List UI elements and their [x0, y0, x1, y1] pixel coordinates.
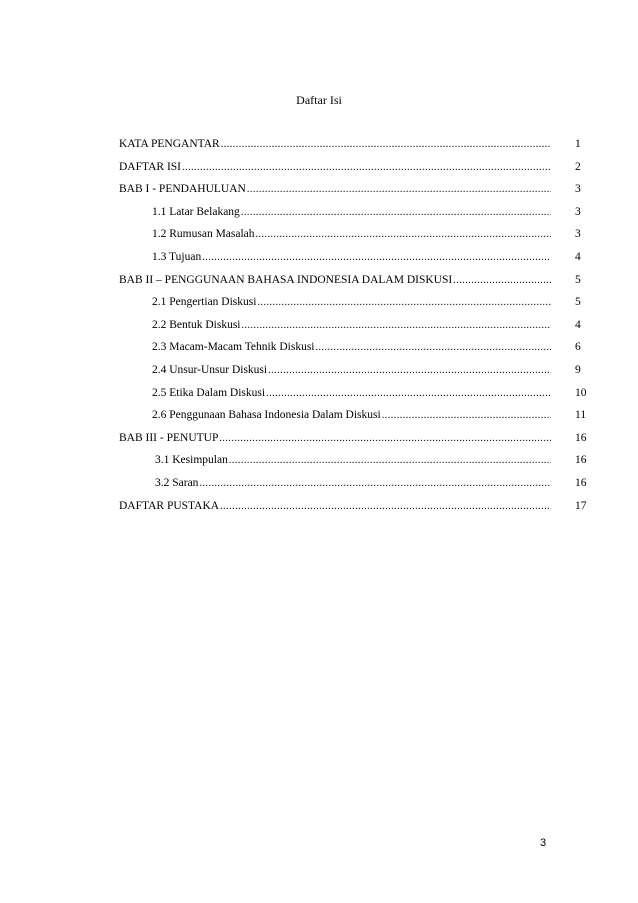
toc-entry-text: 2.1 Pengertian Diskusi: [152, 296, 257, 309]
toc-entry: [119, 294, 591, 317]
toc-entry-page: 1: [575, 138, 581, 150]
toc-entry-page: 2: [575, 160, 581, 173]
toc-entry-page: 16: [575, 431, 587, 444]
toc-dot-leader: [241, 205, 551, 221]
toc-entry-text: 1.2 Rumusan Masalah: [152, 228, 255, 241]
toc-entry-text: BAB III - PENUTUP: [119, 431, 219, 444]
toc-entry-text: 2.4 Unsur-Unsur Diskusi: [152, 363, 268, 376]
toc-dot-leader: [219, 431, 551, 447]
toc-entry-text: 1.3 Tujuan: [152, 250, 202, 263]
toc-entry-text: 2.6 Penggunaan Bahasa Indonesia Dalam Diskusi: [152, 409, 381, 422]
toc-entry-page: 3: [575, 228, 581, 241]
toc-entry: [119, 407, 591, 430]
toc-entry-page: 16: [575, 454, 587, 467]
toc-entry-text: BAB I - PENDAHULUAN: [119, 183, 246, 196]
toc-dot-leader: [202, 250, 551, 266]
toc-entry: [119, 385, 591, 408]
toc-entry: [119, 430, 591, 453]
toc-entry-page: 5: [575, 296, 581, 309]
toc-entry: [119, 181, 591, 204]
toc-dot-leader: [256, 227, 551, 243]
toc-dot-leader: [229, 453, 551, 469]
toc-entry: [119, 136, 591, 159]
toc-dot-leader: [221, 137, 551, 153]
toc-entry-page: 10: [575, 386, 587, 399]
toc-entry-page: 9: [575, 363, 581, 376]
toc-dot-leader: [382, 408, 551, 424]
toc-entry-text: DAFTAR ISI: [119, 160, 182, 173]
toc-entry: [119, 272, 591, 295]
toc-dot-leader: [247, 182, 551, 198]
toc-entry: [119, 362, 591, 385]
toc-entry-page: 4: [575, 250, 581, 263]
toc-entry-page: 3: [575, 205, 581, 218]
toc-entry-text: DAFTAR PUSTAKA: [119, 499, 220, 512]
toc-entry-text: 3.2 Saran: [155, 476, 199, 489]
toc-entry-text: BAB II – PENGGUNAAN BAHASA INDONESIA DALAM DISKUSI: [119, 273, 453, 286]
toc-dot-leader: [316, 340, 551, 356]
toc-dot-leader: [453, 273, 551, 289]
toc-entry-text: 1.1 Latar Belakang: [152, 205, 240, 218]
toc-entry-text: 3.1 Kesimpulan: [155, 454, 228, 467]
page-number: 3: [540, 837, 547, 849]
toc-dot-leader: [268, 363, 551, 379]
toc-dot-leader: [182, 160, 551, 176]
toc-entry-page: 17: [575, 499, 587, 512]
toc-dot-leader: [266, 386, 551, 402]
toc-entry-page: 3: [575, 183, 581, 196]
toc-entry-page: 11: [575, 409, 587, 422]
toc-dot-leader: [257, 295, 551, 311]
toc-entry: [119, 249, 591, 272]
toc-entry: [119, 226, 591, 249]
toc-entry-page: 16: [575, 476, 587, 489]
toc-entry-text: 2.2 Bentuk Diskusi: [152, 318, 241, 331]
toc-entry: [119, 339, 591, 362]
toc-entry-page: 5: [575, 273, 581, 286]
toc-dot-leader: [220, 499, 551, 515]
toc-entry-page: 6: [575, 341, 581, 354]
page-title: Daftar Isi: [296, 93, 342, 107]
toc-entry-page: 4: [575, 318, 581, 331]
toc-entry: [119, 159, 591, 182]
toc-entry-text: 2.3 Macam-Macam Tehnik Diskusi: [152, 341, 315, 354]
toc-entry: [119, 475, 591, 498]
toc-entry: [119, 452, 591, 475]
toc-entry-text: KATA PENGANTAR: [119, 138, 220, 150]
toc-dot-leader: [242, 318, 552, 334]
toc-entry: [119, 317, 591, 340]
toc-dot-leader: [199, 476, 551, 492]
toc-entry-text: 2.5 Etika Dalam Diskusi: [152, 386, 266, 399]
toc-entry: [119, 204, 591, 227]
toc-entry: [119, 498, 591, 521]
table-of-contents: [119, 136, 591, 520]
